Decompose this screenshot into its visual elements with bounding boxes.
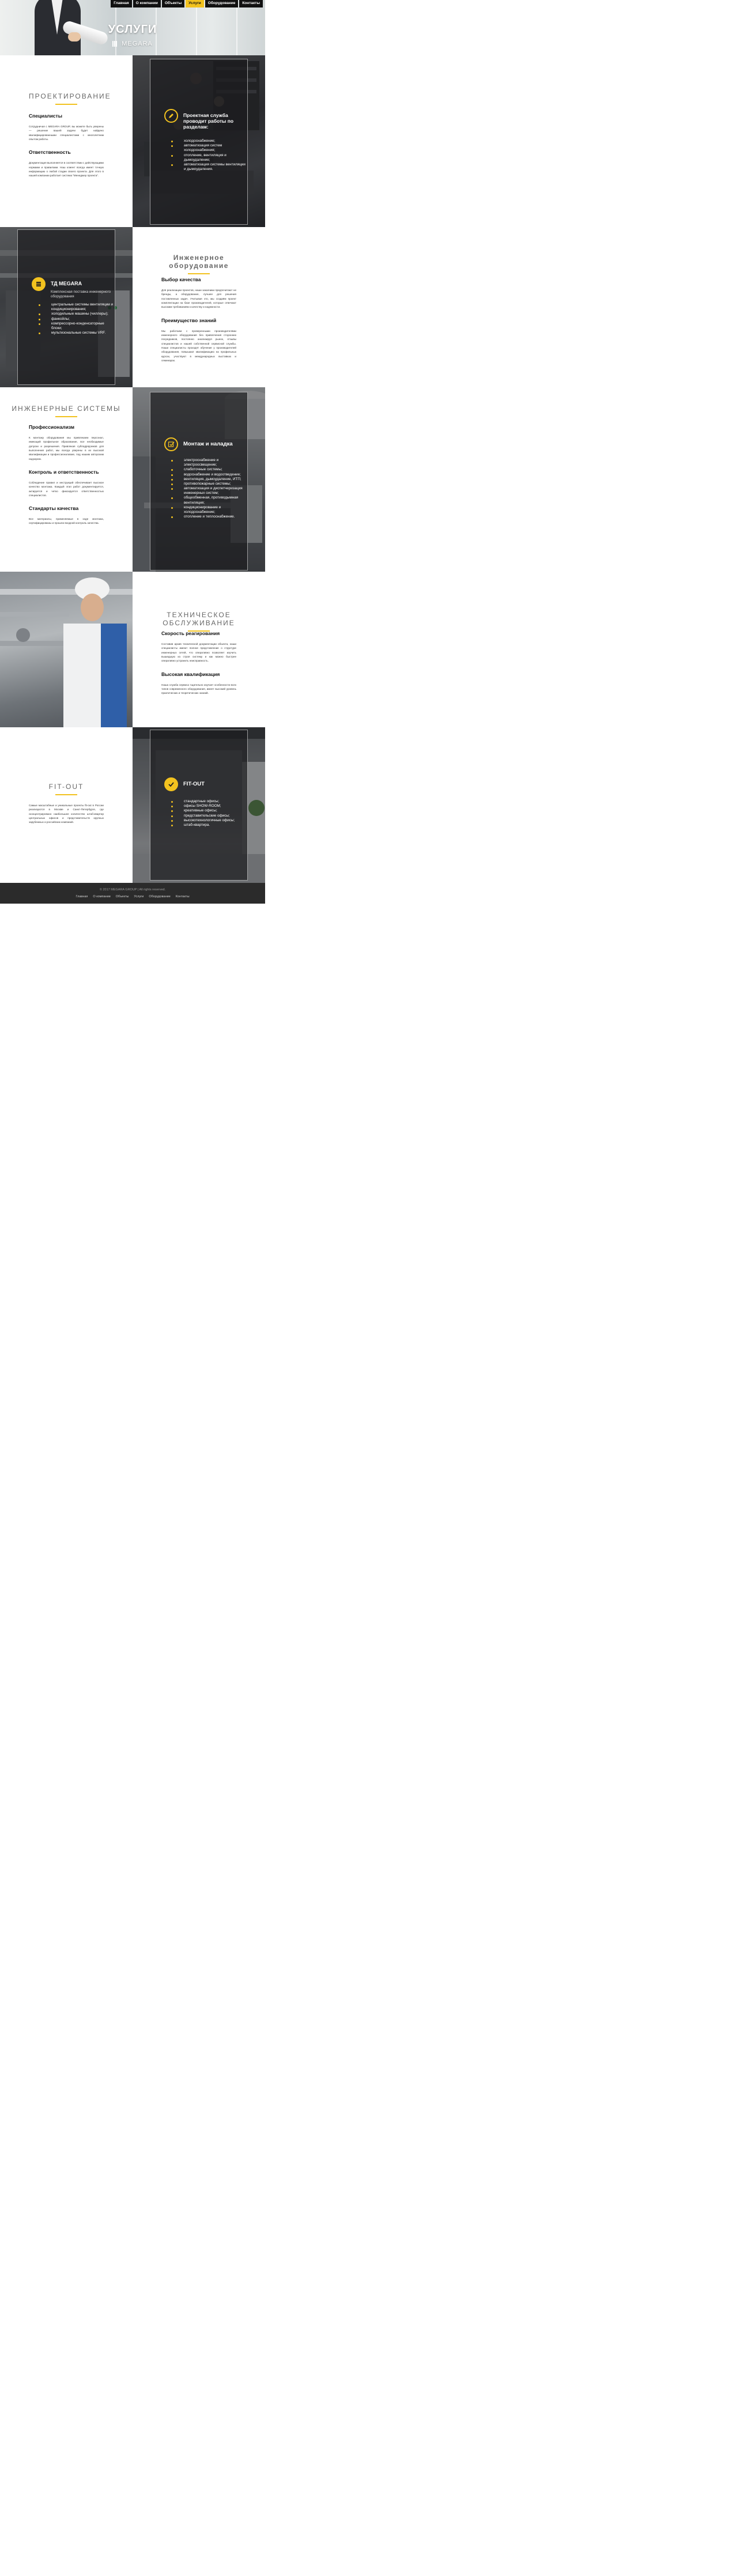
panel-title: FIT-OUT — [183, 781, 205, 787]
block-heading: Ответственность — [29, 149, 71, 156]
list-item: автоматизация систем холодоснабжения; — [171, 143, 246, 153]
block-heading: Скорость реагирования — [161, 630, 220, 636]
fitout-text: Самые масштабные и уникальные проекты fit-out в России реализуются в Москве и Санкт-Петербурге, где сконцентрировано наибольшее количество штаб-квартир центральных офисов и представительств крупных зарубежных и российских компаний. — [29, 804, 104, 824]
section-service — [0, 572, 265, 727]
nav-item-contacts[interactable]: Контакты — [239, 0, 263, 7]
block-heading: Стандарты качества — [29, 505, 79, 512]
list-item: отопление, вентиляция и дымоудаление; — [171, 153, 246, 163]
title-underline — [55, 104, 77, 105]
list-item: вентиляция, дымоудаление, ИТП; — [171, 477, 246, 482]
block-text: Составив архив технической документации объекта, наши специалисты имеют полное представление о структуре инженерных сетей, что оперативно позволяет изучить вышедшую из строя систему и как можно быстрее оперативно устранить неисправность. — [161, 642, 236, 663]
block-text: Документация выполняется в соответствии с действующими нормами и правилами. Наш клиент всегда имеет точную информацию о любой стадии своего проекта. Для этого в нашей компании работает система "Менеджер проекта". — [29, 161, 104, 177]
footer-link-objects[interactable]: Объекты — [115, 895, 129, 898]
office-interior-photo — [133, 727, 265, 883]
copyright: © 2017 MEGARA GROUP | All rights reserved. — [99, 888, 166, 892]
block-text: Наша служба сервиса тщательно изучает особенности всех типов современного оборудования, имеет высокий уровень практических и теоретических знаний. — [161, 683, 236, 695]
list-item: высокотехнологичные офисы; — [171, 818, 246, 823]
logo-text: MEGARA — [122, 40, 153, 47]
title-underline — [55, 794, 77, 795]
list-item: компрессорно-конденсаторные блоки; — [39, 322, 114, 331]
logo-bars-icon — [112, 41, 118, 48]
machinery-photo — [133, 387, 265, 572]
section-title: ТЕХНИЧЕСКОЕ ОБСЛУЖИВАНИЕ — [163, 611, 235, 627]
block-text: К монтажу оборудования мы привлекаем персонал, имеющий профильное образование, все необходимые допуски и разрешения. Привлекая субподрядчиков для выполнения работ, мы всегда уверены в их высокой квалификации и профессионализме, под нашим авторским надзором. — [29, 436, 104, 460]
pencil-icon — [164, 109, 178, 123]
footer-link-contacts[interactable]: Контакты — [175, 895, 190, 898]
block-heading: Выбор качества — [161, 277, 201, 282]
list-item: кондиционирование и холодоснабжение; — [171, 505, 246, 515]
list-item: противопожарные системы; — [171, 482, 246, 486]
list-item: автоматизация системы вентиляции и дымоудаления. — [171, 163, 246, 172]
block-text: Для реализации проектов, наши заказчики предпочитают не бренды, а оборудование, лучшее для решения поставленных задач. Учитывая это, мы создаём проект комплектации на базе производителей, которые отвечают высоким требованиям к качеству и надежности. — [161, 288, 236, 309]
page-title: УСЛУГИ — [108, 23, 157, 36]
section-title: ИНЖЕНЕРНЫЕ СИСТЕМЫ — [12, 405, 121, 413]
panel-title: Монтаж и наладка — [183, 441, 233, 447]
nav-item-equipment[interactable]: Оборудование — [205, 0, 239, 7]
office-photo — [133, 55, 265, 227]
list-item: креативные офисы; — [171, 809, 246, 813]
list-item: водоснабжение и водоотведение; — [171, 473, 246, 477]
list-item: отопление и теплоснабжение. — [171, 515, 246, 519]
panel-title: ТД MEGARA — [51, 281, 82, 286]
edit-check-icon — [164, 437, 178, 451]
list-item: штаб-квартира. — [171, 823, 246, 828]
design-list — [171, 139, 246, 172]
hero-banner — [0, 0, 265, 55]
list-item: слаботочные системы; — [171, 467, 246, 472]
footer-link-services[interactable]: Услуги — [134, 895, 144, 898]
list-item: фанкойлы; — [39, 317, 114, 322]
nav-item-about[interactable]: О компании — [133, 0, 161, 7]
fitout-panel — [150, 730, 248, 881]
block-text: Все материалы, применяемые в ходе монтажа, сертифицированы и прошли входной контроль качества. — [29, 518, 104, 525]
list-item: автоматизация и диспетчеризация инженерных систем; — [171, 486, 246, 496]
panel-subtitle: Комплексная поставка инженерного оборудования — [51, 290, 111, 299]
block-text: Соблюдение правил и инструкций обеспечивает высокое качество монтажа. Каждый этап работ документируется, актируется и четко фиксируется ответственностью специалистов. — [29, 481, 104, 497]
list-icon — [32, 277, 46, 291]
checkmark-icon — [164, 777, 178, 791]
nav-item-home[interactable]: Главная — [111, 0, 131, 7]
block-heading: Высокая квалификация — [161, 671, 220, 677]
list-item: центральные системы вентиляции и кондиционирования; — [39, 303, 114, 312]
section-equipment — [0, 227, 265, 387]
footer-link-about[interactable]: О компании — [93, 895, 111, 898]
list-item: холодоснабжение; — [171, 139, 246, 143]
section-title: Инженерное оборудование — [169, 254, 229, 270]
list-item: офисы SHOW-ROOM; — [171, 804, 246, 809]
block-text: Мы работаем с проверенными производителями инженерного оборудования без привлечения сторонних посредников, постоянно анализируя рынок, отзывы специалистов и нашей собственной сервисной службы. Наши специалисты проходят обучение у производителей оборудования, повышают квалификацию на профильных курсах, участвуют в международных выставках и семинарах. — [161, 329, 236, 362]
section-title: FIT-OUT — [48, 783, 84, 791]
panel-title: Проектная служба проводит работы по разделам: — [183, 112, 234, 130]
installation-panel — [150, 392, 248, 571]
main-nav — [111, 0, 263, 7]
section-title: ПРОЕКТИРОВАНИЕ — [29, 92, 111, 100]
footer-nav — [0, 895, 265, 898]
list-item: общеобменная, противодымная вентиляция; — [171, 496, 246, 505]
fitout-list — [171, 799, 246, 828]
engineer-photo — [0, 572, 133, 727]
nav-item-objects[interactable]: Объекты — [162, 0, 184, 7]
equipment-list — [39, 303, 114, 335]
list-item: мультизональные системы VRF. — [39, 331, 114, 335]
nav-item-services[interactable]: Услуги — [186, 0, 204, 7]
section-systems — [0, 387, 265, 572]
block-heading: Преимущество знаний — [161, 317, 217, 323]
footer-link-home[interactable]: Главная — [76, 895, 88, 898]
list-item: представительские офисы; — [171, 814, 246, 818]
equipment-panel — [17, 229, 115, 385]
design-panel — [150, 59, 248, 225]
list-item: холодильные машины (чиллеры); — [39, 312, 114, 316]
section-fitout — [0, 727, 265, 883]
installation-list — [171, 458, 246, 519]
section-design — [0, 55, 265, 227]
list-item: электроснабжение и электроосвещение; — [171, 458, 246, 467]
list-item: стандартные офисы; — [171, 799, 246, 804]
footer — [0, 883, 265, 904]
block-heading: Контроль и ответственность — [29, 469, 99, 475]
megara-logo[interactable] — [0, 40, 265, 48]
block-heading: Специалисты — [29, 113, 62, 119]
block-text: Сотрудничая с MEGARA GROUP, вы можете быть уверены — решение вашей задачи будет найдено квалифицированными специалистами с многолетним опытом работы. — [29, 124, 104, 141]
footer-link-equipment[interactable]: Оборудование — [149, 895, 171, 898]
block-heading: Профессионализм — [29, 424, 75, 430]
equipment-photo — [0, 227, 133, 387]
